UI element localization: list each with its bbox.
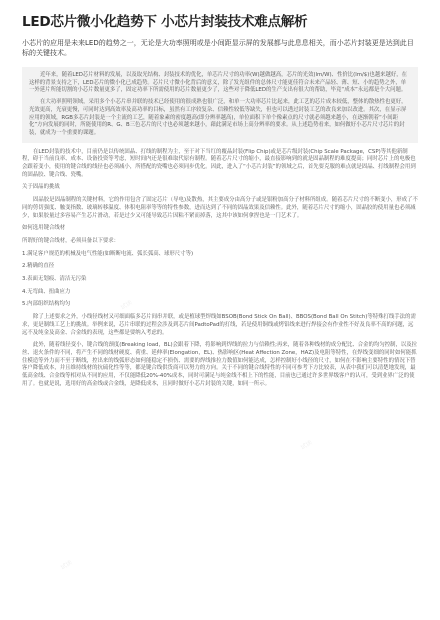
list-item: 4.无弯曲、扭曲应力	[22, 288, 71, 295]
article-body	[22, 149, 418, 389]
article-intro: 小芯片的应用是未来LED的趋势之一，无论是大功率照明或是小间距显示屏的发展都与此息息相关，而小芯片封装更是达到此目标的关键技术。	[22, 39, 414, 57]
article-title: LED芯片微小化趋势下 小芯片封装技术难点解析	[22, 14, 308, 30]
list-item: 2.精确的直径	[22, 263, 55, 270]
summary-paragraph: 在大功率照明领域，采用多个小芯片串并联的技术已经使用的很成熟也很广泛，和单一大功率芯片比起来，此工艺的芯片成本较低，整体的散热性也更好，光效更高，光衰更慢，可同时达到高效率及高功率的目标，虽然有工序较复杂、信赖性较低等缺失，但也可以透过封装工艺的改良来加以改进。其次，在显示屏应用的领域，RGB多芯片封装是一个主流的工艺，随着象素的密度越高(即分辨率越高)，单位面积下单个像素点的尺寸就必须越来越小，在逐渐朝着“小间距化”方向发展的同时，所能使用的R、G、B三色芯片的尺寸也必须越来越小，藉此满足市场上高分辨率的要求。从上述趋势看来，如何做好小芯片尺寸芯片的封装，就成为一个重要的课题。	[29, 99, 407, 136]
summary-paragraph: 近年来，随着LED芯片材料的发展，以及取光结构、封装技术的优化，单芯片尺寸的功率(W)越做越高，芯片的光效(lm/W)、性价比(lm/$)也越来越好，在这样的背景支持之下，LED芯片的微小化已成趋势。芯片尺寸微小化背后的意义，除了发光组件的总体尺寸能更佳符合未来产品轻、薄、短、小的趋势之外，单一外延片所能切割的小芯片数量更多了，固定功率下所需使用的芯片数量更少了，这些对于降低LED的生产支出有很大的帮助，毕竟“成本”永远都是个大问题。	[29, 72, 408, 94]
watermark: 试读	[119, 299, 134, 312]
section-heading: 如何选用键合线材	[22, 225, 66, 232]
watermark: 试读	[59, 559, 74, 572]
body-paragraph: 固晶胶是固晶制程的关键材料，它的作用包含了固定芯片（导电)及散热，其主要成分由高分子或是银粉加高分子材料所组成。随着芯片尺寸的不断变小，形成了不同的剪切强度、触变指数、玻璃转移温度、体积电阻率等等的特性参数，进而达到了不同的固晶效果及信赖性。此外，随着芯片尺寸的缩小，固晶胶的使用量也必须减少，如果胶量过多容易产生芯片滑动，若是过少又可能导致芯片因粘不紧而掉落，这其中该如何拿捏也是一门艺术了。	[22, 197, 418, 219]
list-item: 5.内部组织结构均匀	[22, 301, 71, 308]
watermark: 试读	[299, 439, 314, 452]
list-item: 3.表面无划痕、清洁无污染	[22, 276, 87, 283]
summary-box	[22, 67, 418, 143]
list-item: 1.满足客户规范的机械及电气性能(如断断电流、弧长弧高、球形尺寸等)	[22, 250, 194, 257]
body-paragraph: 在LED封装的技术中，目前仍是以传统固晶、打线的制程为主，至于对下当红的覆晶封装(Flip Chip)或是芯片级封装(Chip Scale Package，CSP)等其他新制程，碍于当前良率、成本、设备投资等考虑，短时间内还是很难取代原有制程。随着芯片尺寸的缩小，最直接影响到的就是固晶制程的难度提高；同时芯片上的电极也会跟着变小，使用的键合线的线径也必须减小，所搭配的瓷嘴也必须同步优化。因此，进入了“小芯片封装”的领域之后，首先要克服的难点就是固晶、打线制程会用到的固晶胶、键合线、瓷嘴。	[22, 148, 416, 178]
section-heading: 关于固晶的挑战	[22, 184, 60, 191]
body-paragraph: 此外，随着线径变小，键合线的颈度(Breaking load，BL)会跟着下降，将影响到焊线的拉力与信赖性;再来，随着各种线材的成分配比、合金的均匀控制，以及拉丝、退火条件的不同，将产生不同的线材硬度、荷重、延伸率(Elongation，EL)、热影响区(Heat Affection Zone，HAZ)及电阻等特性，在焊线变细的同时如何能抓住模造等外力而不至于断线，控出来的线弧形态如何能稳定不损伤、需要的焊线推拉力数值如何能达成，怎样控制好小线径的尺寸，如何在不影响主要特性的情况下替客户降低成本，并且维持线材的抗硫化性等等，都是键合线供货商可以努力的方向。关于不同的键合线特性的不同可参考下方比较表，从表中我们可以清楚地发现，最低高金线、合金线等相对从不同的应用，不仅能降低20%-40%成本，同时可满足与纯金线不相上下的性能，目前也已通过许多世界级客户的认可，受到业界广泛的使用了。也就是说，选用好的高金线或合金线，是降低成本，且同时做好小芯片封装的关键，如同一所示。	[22, 342, 418, 387]
body-paragraph: 所谓好的键合线材，必须具备以下要求：	[22, 237, 120, 244]
body-paragraph: 除了上述要求之外，小线径线材又可细面临多芯片间串并联，或是植球型焊线如BSOB(Bond Stick On Ball)、BBOS(Bond Ball On Stitch)等特殊打线手法的需求，更是制线工艺上的挑战。举例来说，芯片串联的过程会涉及到芯片间PadtoPad的打线，若是使用铜线或烤铝线来进行焊接会有作业性不好及良率不高的问题，远远不及纯金及高金、合金线的表现，这些都是要纳入考虑的。	[22, 314, 416, 336]
